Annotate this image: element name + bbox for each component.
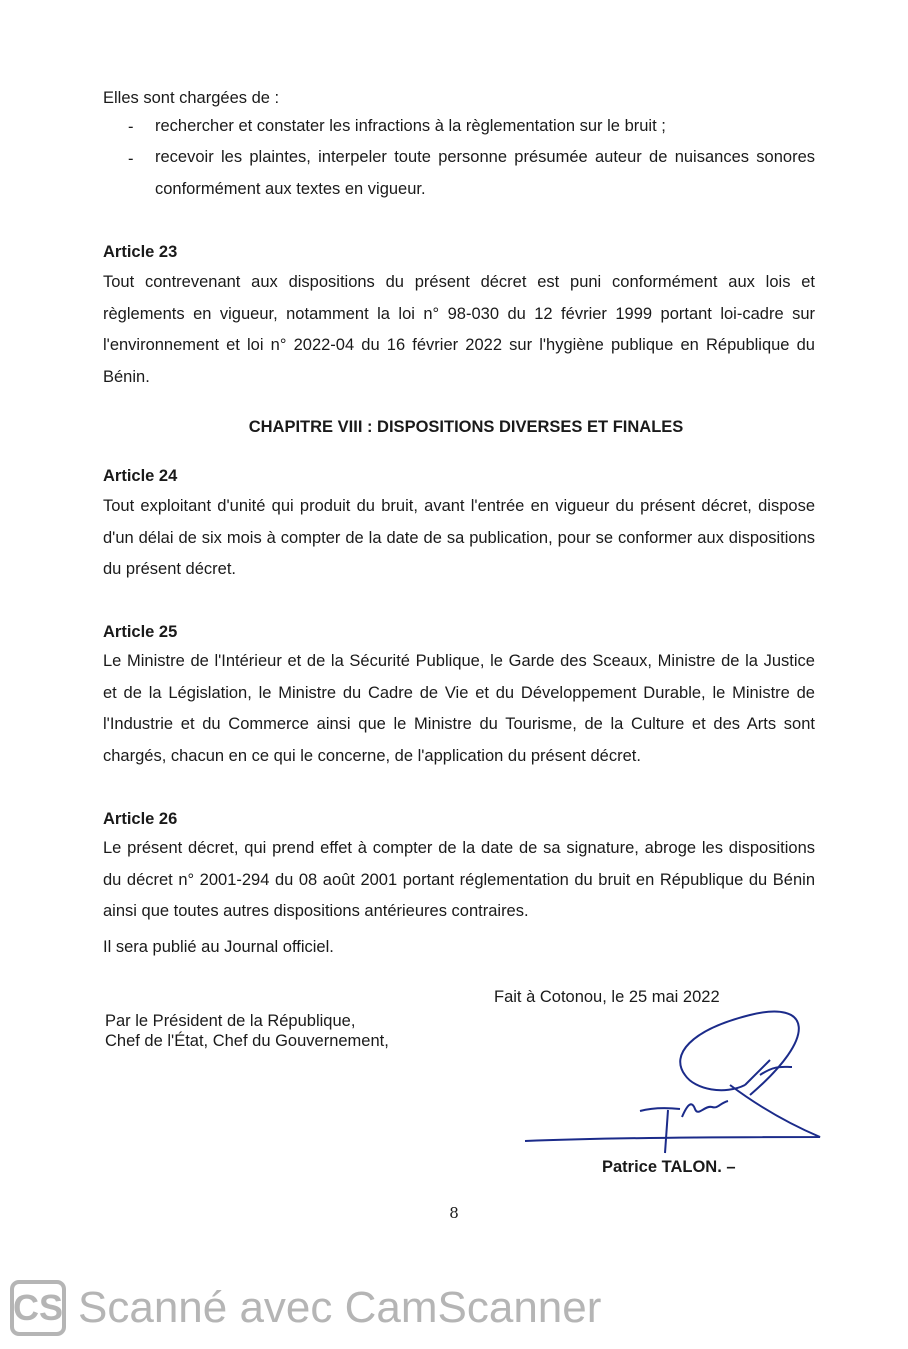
signed-by-line1: Par le Président de la République, xyxy=(105,1012,356,1030)
place-date: Fait à Cotonou, le 25 mai 2022 xyxy=(494,988,720,1006)
camscanner-text: Scanné avec CamScanner xyxy=(78,1283,602,1332)
bullet-marker: - xyxy=(128,150,134,168)
publication-note: Il sera publié au Journal officiel. xyxy=(103,938,334,956)
article-23-text: Tout contrevenant aux dispositions du présent décret est puni conformément aux lois et règlements en vigueur, notamment la loi n° 98-030 du 12 février 1999 portant loi-cadre sur l'environnement et loi n° 2022-04 du 16 février 2022 sur l'hygiène publique en République du Bénin. xyxy=(103,273,815,386)
article-25-text: Le Ministre de l'Intérieur et de la Sécurité Publique, le Garde des Sceaux, Ministre de la Justice et de la Législation, le Ministre du Cadre de Vie et du Développement Durable, le Ministre de l'Industrie et du Commerce ainsi que le Ministre du Tourisme, de la Culture et des Arts sont chargés, chacun en ce qui le concerne, de l'application du présent décret. xyxy=(103,652,815,765)
article-25-title: Article 25 xyxy=(103,623,178,641)
signed-by-line2: Chef de l'État, Chef du Gouvernement, xyxy=(105,1032,389,1050)
article-23-title: Article 23 xyxy=(103,243,178,261)
bullet-item: recevoir les plaintes, interpeler toute personne présumée auteur de nuisances sonores conformément aux textes en vigueur. xyxy=(155,148,815,198)
article-24-title: Article 24 xyxy=(103,467,178,485)
article-26-title: Article 26 xyxy=(103,810,178,828)
intro-text: Elles sont chargées de : xyxy=(103,89,280,107)
camscanner-watermark xyxy=(10,1276,601,1340)
article-26-text: Le présent décret, qui prend effet à compter de la date de sa signature, abroge les dispositions du décret n° 2001-294 du 08 août 2001 portant réglementation du bruit en République du Bénin ainsi que toutes autres dispositions antérieures contraires. xyxy=(103,839,815,920)
camscanner-logo: CS xyxy=(10,1280,66,1336)
bullet-item: rechercher et constater les infractions à la règlementation sur le bruit ; xyxy=(155,117,666,135)
chapter-heading: CHAPITRE VIII : DISPOSITIONS DIVERSES ET FINALES xyxy=(248,418,684,436)
article-24-text: Tout exploitant d'unité qui produit du bruit, avant l'entrée en vigueur du présent décret, dispose d'un délai de six mois à compter de la date de sa publication, pour se conformer aux dispositions du présent décret. xyxy=(103,497,815,578)
handwritten-signature xyxy=(520,1005,830,1155)
page-number: 8 xyxy=(449,1204,459,1222)
bullet-marker: - xyxy=(128,118,134,136)
signer-name: Patrice TALON. – xyxy=(602,1158,736,1176)
